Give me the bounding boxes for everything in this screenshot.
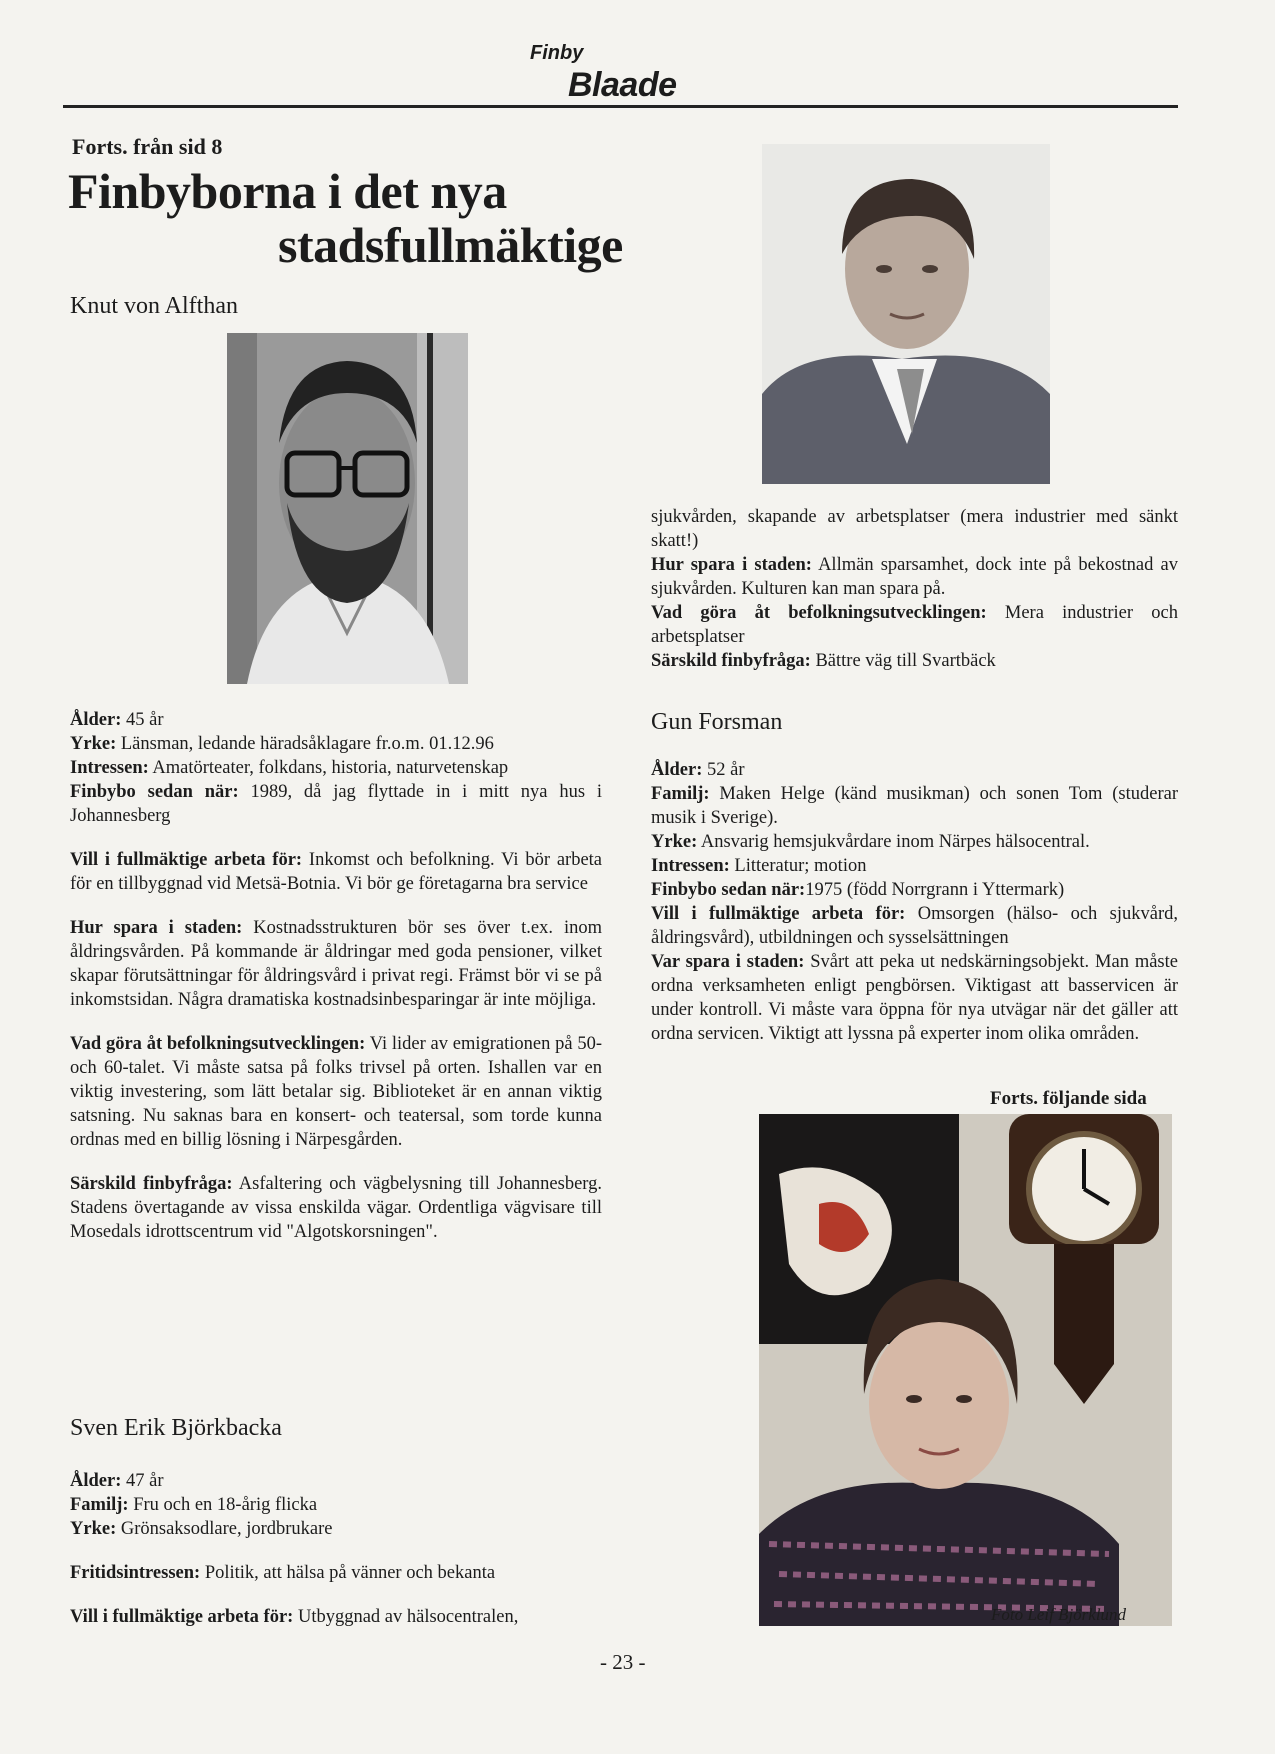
field-vill-arbeta: Vill i fullmäktige arbeta för: Inkomst och befolkning. Vi bör arbeta för en tillbyggnad vid Metsä-Botnia. Vi bör ge företagarna bra service — [70, 850, 603, 894]
article-knut-details — [70, 708, 602, 1244]
field-intressen-3: Intressen: Litteratur; motion — [651, 856, 867, 876]
continued-next-page: Forts. följande sida — [990, 1088, 1147, 1109]
field-familj-2: Familj: Fru och en 18-årig flicka — [70, 1495, 318, 1515]
field-befolkning: Vad göra åt befolkningsutvecklingen: Vi lider av emigrationen på 50- och 60-talet. Vi måste satsa på folks trivsel på orten. Ishallen var en viktig investering, som lätt betalar sig. Biblioteket är en annan viktig satsning. Nu saknas bara en konsert- och teatersal, som torde kunna ordnas med en billig lösning i Närpesgården. — [70, 1034, 602, 1150]
masthead-blaade: Blaade — [568, 66, 677, 104]
article-sven-erik-details — [70, 1469, 602, 1629]
portrait-photo-gun — [759, 1114, 1172, 1626]
headline-line-2: stadsfullmäktige — [278, 217, 623, 273]
person-name-knut: Knut von Alfthan — [70, 293, 238, 319]
field-yrke-3: Yrke: Ansvarig hemsjukvårdare inom Närpes hälsocentral. — [651, 832, 1090, 852]
photo-credit: Foto Leif Björklund — [991, 1605, 1127, 1624]
field-var-spara-3: Var spara i staden: Svårt att peka ut nedskärningsobjekt. Man måste ordna verksamheten enligt pengbörsen. Viktigast att basservicen är under kontroll. Vi måste vara öppna för nya utvägar när det gäller att ordna servicen. Viktigt att lyssna på experter inom olika områden. — [651, 952, 1178, 1044]
page-number: - 23 - — [600, 1650, 646, 1674]
person-name-sven-erik: Sven Erik Björkbacka — [70, 1415, 282, 1441]
field-finbyfraga-2: Särskild finbyfråga: Bättre väg till Svartbäck — [651, 651, 996, 671]
person-name-gun: Gun Forsman — [651, 709, 783, 735]
field-familj-3: Familj: Maken Helge (känd musikman) och sonen Tom (studerar musik i Sverige). — [651, 784, 1178, 828]
field-yrke: Yrke: Länsman, ledande häradsåklagare fr.o.m. 01.12.96 — [70, 734, 494, 754]
article-gun-details — [651, 758, 1178, 1046]
continuation-text: sjukvården, skapande av arbetsplatser (mera industrier med sänkt skatt!) — [651, 507, 1178, 551]
header-rule — [63, 105, 1178, 108]
field-fritidsintressen: Fritidsintressen: Politik, att hälsa på vänner och bekanta — [70, 1563, 496, 1583]
portrait-photo-sven-erik — [762, 144, 1050, 484]
field-alder-3: Ålder: 52 år — [651, 760, 745, 780]
field-yrke-2: Yrke: Grönsaksodlare, jordbrukare — [70, 1519, 333, 1539]
field-finbybo-sedan: Finbybo sedan när: 1989, då jag flyttade in i mitt nya hus i Johannesberg — [70, 782, 602, 826]
field-finbybo-sedan-3: Finbybo sedan när:1975 (född Norrgrann i Yttermark) — [651, 880, 1065, 900]
field-intressen: Intressen: Amatörteater, folkdans, historia, naturvetenskap — [70, 758, 509, 778]
field-alder: Ålder: 45 år — [70, 710, 164, 730]
field-alder-2: Ålder: 47 år — [70, 1471, 164, 1491]
field-vill-arbeta-2: Vill i fullmäktige arbeta för: Utbyggnad av hälsocentralen, — [70, 1607, 519, 1627]
field-finbyfraga: Särskild finbyfråga: Asfaltering och vägbelysning till Johannesberg. Stadens övertagande av vissa enskilda vägar. Ordentliga vägvisare till Mosedals idrottscentrum vid "Algotskorsningen". — [70, 1174, 603, 1242]
masthead-finby: Finby — [530, 42, 584, 64]
headline-line-1: Finbyborna i det nya — [68, 163, 507, 219]
continued-from: Forts. från sid 8 — [72, 134, 223, 159]
field-hur-spara: Hur spara i staden: Kostnadsstrukturen bör ses över t.ex. inom åldringsvården. På kommande är åldringar med goda pensioner, vilket skapar förutsättningar för åldringsvård i privat regi. Främst bör vi se på inkomstsidan. Några dramatiska kostnadsinbesparingar är inte möjliga. — [70, 918, 602, 1010]
field-befolkning-2: Vad göra åt befolkningsutvecklingen: Mera industrier och arbetsplatser — [651, 603, 1178, 647]
field-vill-arbeta-3: Vill i fullmäktige arbeta för: Omsorgen (hälso- och sjukvård, åldringsvård), utbildningen och sysselsättningen — [651, 904, 1179, 948]
portrait-photo-knut — [227, 333, 468, 684]
article-continuation — [651, 505, 1178, 673]
field-hur-spara-2: Hur spara i staden: Allmän sparsamhet, dock inte på bekostnad av sjukvården. Kulturen kan man spara på. — [651, 555, 1178, 599]
